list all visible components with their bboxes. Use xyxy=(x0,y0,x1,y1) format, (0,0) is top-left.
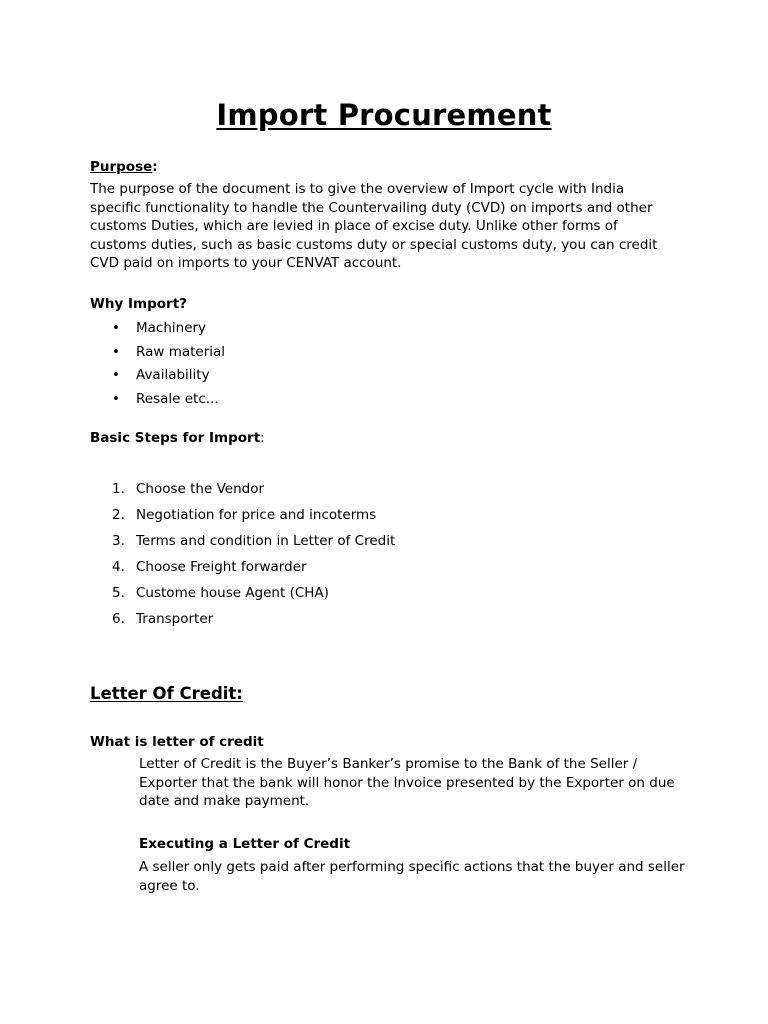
list-item xyxy=(112,506,395,532)
list-item xyxy=(112,610,395,636)
list-item xyxy=(112,390,225,414)
purpose-label-colon: : xyxy=(152,159,158,175)
executing-loc-paragraph: A seller only gets paid after performing specific actions that the buyer and seller agree to. xyxy=(139,859,685,894)
list-item-text: Transporter xyxy=(136,611,214,627)
list-item-number: 3. xyxy=(112,533,125,549)
bullet-icon: • xyxy=(112,367,120,383)
basic-steps-list xyxy=(112,480,395,636)
list-item-text: Choose the Vendor xyxy=(136,481,265,497)
letter-of-credit-heading: Letter Of Credit: xyxy=(90,684,243,703)
basic-steps-label-colon: : xyxy=(260,430,265,446)
list-item-text: Machinery xyxy=(136,320,207,336)
bullet-icon: • xyxy=(112,390,120,407)
why-import-label: Why Import? xyxy=(90,296,187,312)
list-item xyxy=(112,480,395,506)
purpose-label-text: Purpose xyxy=(90,159,153,175)
why-import-list xyxy=(112,319,225,413)
list-item xyxy=(112,319,225,343)
what-is-loc-label: What is letter of credit xyxy=(90,734,264,750)
basic-steps-label-text: Basic Steps for Import xyxy=(90,430,261,446)
list-item-number: 1. xyxy=(112,481,125,497)
list-item-text: Raw material xyxy=(136,343,226,360)
page-title: Import Procurement xyxy=(216,98,552,132)
purpose-label xyxy=(90,159,158,175)
list-item-number: 4. xyxy=(112,559,125,575)
list-item-number: 2. xyxy=(112,507,125,523)
bullet-icon: • xyxy=(112,343,120,360)
list-item xyxy=(112,558,395,584)
list-item xyxy=(112,366,225,390)
bullet-icon: • xyxy=(112,320,120,336)
list-item-text: Terms and condition in Letter of Credit xyxy=(136,533,396,549)
list-item-text: Availability xyxy=(136,367,210,383)
executing-loc-label: Executing a Letter of Credit xyxy=(139,836,351,852)
list-item xyxy=(112,343,225,367)
purpose-paragraph: The purpose of the document is to give the overview of Import cycle with India specific functionality to handle the Countervailing duty (CVD) on imports and other customs Duties, which are levied in place of excise duty. Unlike other forms of customs duties, such as basic customs duty or special customs duty, you can credit CVD paid on imports to your CENVAT account. xyxy=(90,181,658,271)
list-item-text: Custome house Agent (CHA) xyxy=(136,585,329,601)
list-item-text: Resale etc... xyxy=(136,390,219,407)
list-item-text: Negotiation for price and incoterms xyxy=(136,507,377,523)
list-item-text: Choose Freight forwarder xyxy=(136,559,307,575)
basic-steps-label xyxy=(90,430,265,446)
list-item-number: 5. xyxy=(112,585,125,601)
list-item-number: 6. xyxy=(112,611,125,627)
list-item xyxy=(112,584,395,610)
what-is-loc-paragraph: Letter of Credit is the Buyer’s Banker’s promise to the Bank of the Seller / Exporter that the bank will honor the Invoice presented by the Exporter on due date and make payment. xyxy=(139,756,675,809)
list-item xyxy=(112,532,395,558)
